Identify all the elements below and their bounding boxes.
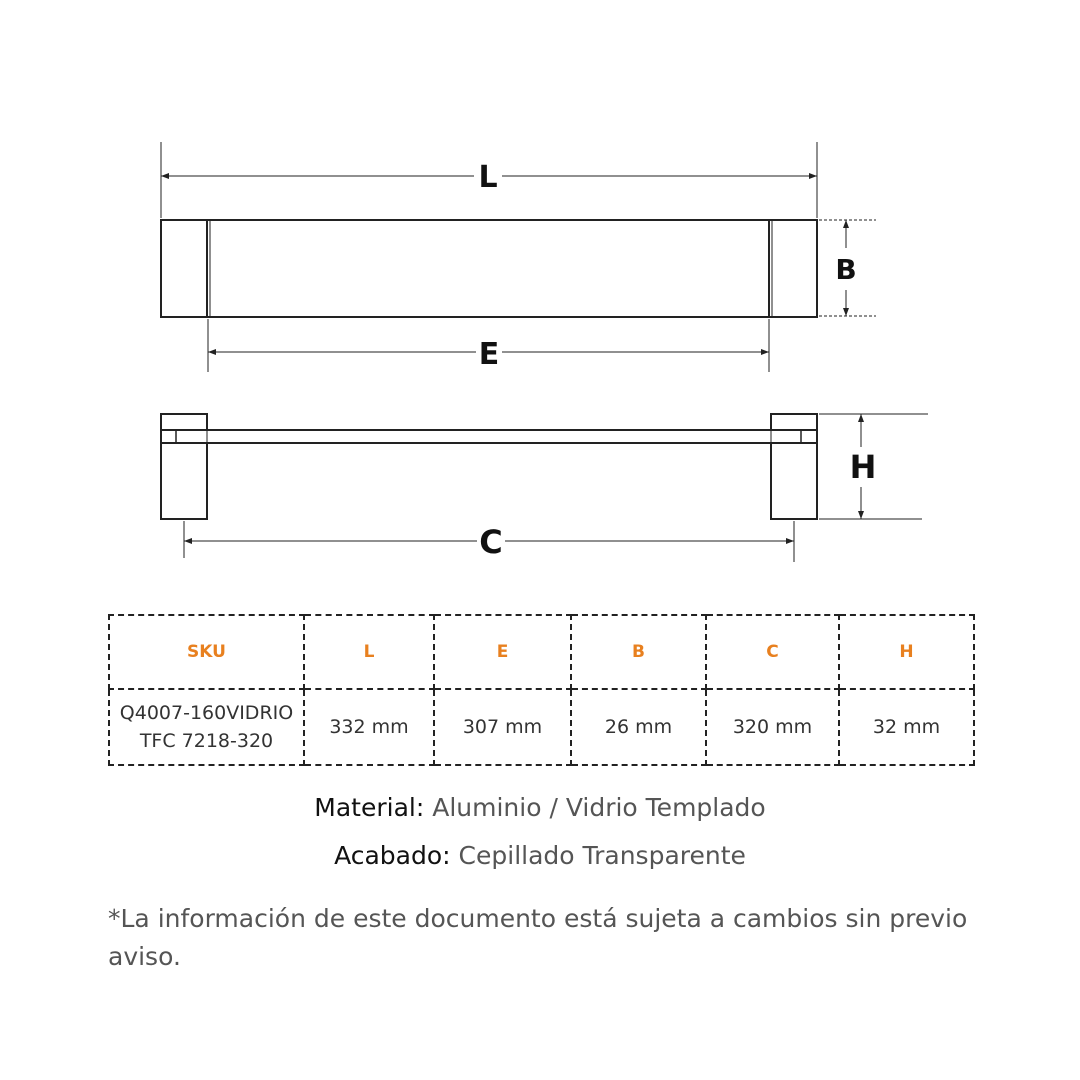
dim-label-l: L	[478, 160, 498, 195]
material-label: Material:	[314, 793, 425, 822]
cell-b: 26 mm	[571, 689, 706, 765]
cell-e: 307 mm	[434, 689, 571, 765]
header-sku: SKU	[109, 615, 304, 689]
spec-table	[108, 614, 975, 766]
header-c: C	[706, 615, 839, 689]
cell-sku	[109, 689, 304, 765]
top-view	[161, 220, 817, 317]
disclaimer-text: *La información de este documento está sujeta a cambios sin previo aviso.	[108, 904, 968, 971]
header-e: E	[434, 615, 571, 689]
dim-label-c: C	[479, 523, 503, 561]
header-l: L	[304, 615, 434, 689]
finish-label: Acabado:	[334, 841, 451, 870]
glass-bar-outline	[161, 430, 817, 443]
arrowheads	[161, 173, 864, 544]
cell-c: 320 mm	[706, 689, 839, 765]
dim-label-b: B	[835, 253, 857, 286]
cell-h: 32 mm	[839, 689, 974, 765]
finish-line	[0, 841, 1080, 870]
sku-line-2: TFC 7218-320	[139, 730, 274, 752]
header-b: B	[571, 615, 706, 689]
finish-value: Cepillado Transparente	[458, 841, 746, 870]
table-header-row	[109, 615, 974, 689]
table-row	[109, 689, 974, 765]
sku-line-1: Q4007-160VIDRIO	[119, 702, 294, 724]
material-value: Aluminio / Vidrio Templado	[432, 793, 766, 822]
handle-top-outline	[161, 220, 817, 317]
header-h: H	[839, 615, 974, 689]
dim-label-h: H	[849, 448, 877, 486]
side-view	[161, 414, 817, 519]
dim-label-e: E	[478, 337, 500, 372]
material-line	[0, 793, 1080, 822]
cell-l: 332 mm	[304, 689, 434, 765]
